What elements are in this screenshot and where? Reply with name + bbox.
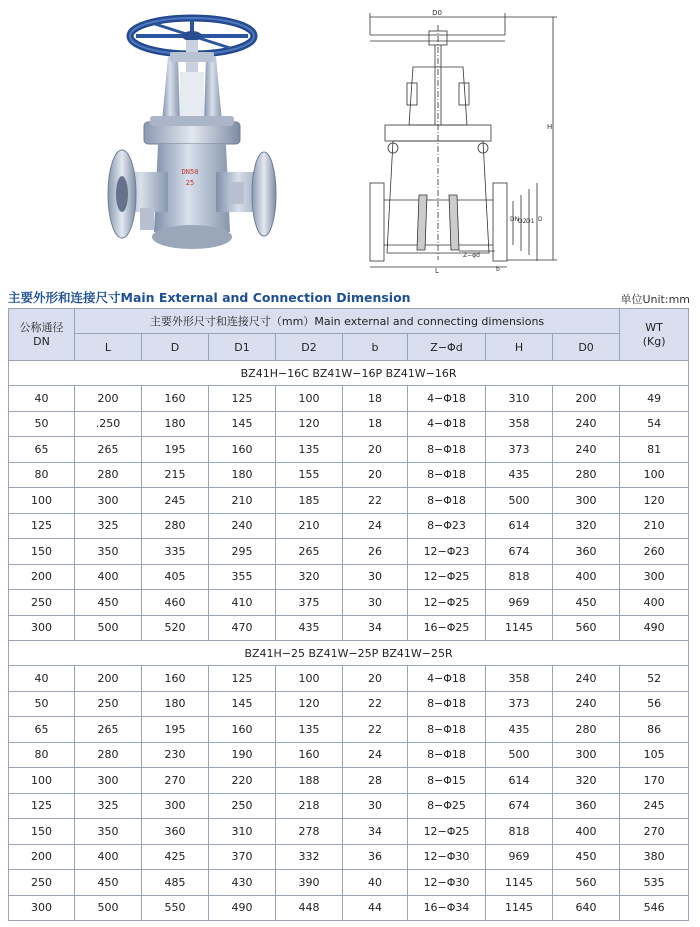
table-cell: 8−Φ18 (408, 437, 486, 463)
label-b: b (496, 266, 500, 273)
table-cell: 278 (276, 819, 343, 845)
table-cell: 65 (9, 437, 75, 463)
table-cell: 535 (620, 870, 689, 896)
series-row (9, 361, 689, 386)
table-cell: 250 (9, 870, 75, 896)
table-cell: 310 (209, 819, 276, 845)
table-cell: 674 (486, 793, 553, 819)
table-cell: 430 (209, 870, 276, 896)
table-cell: 280 (142, 513, 209, 539)
table-cell: 360 (553, 539, 620, 565)
table-cell: 22 (343, 488, 408, 514)
table-cell: 100 (620, 462, 689, 488)
table-cell: 12−Φ30 (408, 870, 486, 896)
table-cell: 1145 (486, 870, 553, 896)
table-cell: 485 (142, 870, 209, 896)
table-cell: 8−Φ18 (408, 691, 486, 717)
table-cell: 100 (276, 666, 343, 692)
table-cell: 4−Φ18 (408, 666, 486, 692)
header-wt-line2: (Kg) (642, 334, 666, 348)
header-weight (620, 309, 689, 361)
table-cell: 160 (276, 742, 343, 768)
table-row (9, 895, 689, 921)
table-row (9, 615, 689, 641)
table-cell: 300 (553, 488, 620, 514)
table-row (9, 411, 689, 437)
table-cell: 560 (553, 615, 620, 641)
table-cell: 320 (553, 513, 620, 539)
table-row (9, 717, 689, 743)
table-cell: 450 (553, 590, 620, 616)
series-label: BZ41H−25 BZ41W−25P BZ41W−25R (9, 641, 689, 666)
gate-valve-photo (100, 12, 280, 272)
table-cell: 490 (209, 895, 276, 921)
table-cell: 375 (276, 590, 343, 616)
table-cell: 560 (553, 870, 620, 896)
table-cell: 260 (620, 539, 689, 565)
table-cell: 300 (620, 564, 689, 590)
table-cell: 500 (75, 615, 142, 641)
table-cell: 30 (343, 564, 408, 590)
table-cell: 24 (343, 742, 408, 768)
header-col-d: D (142, 334, 209, 361)
header-dn (9, 309, 75, 361)
table-cell: 300 (9, 615, 75, 641)
table-cell: 120 (620, 488, 689, 514)
header-col-z-phi-d: Z−Φd (408, 334, 486, 361)
table-cell: 4−Φ18 (408, 386, 486, 412)
table-cell: 674 (486, 539, 553, 565)
table-cell: 160 (209, 437, 276, 463)
table-cell: 80 (9, 742, 75, 768)
header-col-b: b (343, 334, 408, 361)
header-col-h: H (486, 334, 553, 361)
table-cell: 300 (142, 793, 209, 819)
table-cell: 24 (343, 513, 408, 539)
table-cell: 240 (553, 411, 620, 437)
header-dn-cn: 公称通径 (19, 320, 64, 334)
table-cell: 245 (142, 488, 209, 514)
table-cell: 405 (142, 564, 209, 590)
table-cell: 373 (486, 691, 553, 717)
table-cell: 180 (142, 691, 209, 717)
table-cell: 270 (142, 768, 209, 794)
table-cell: 280 (75, 462, 142, 488)
table-cell: 450 (75, 590, 142, 616)
label-d1: D1 (526, 218, 535, 225)
table-cell: 120 (276, 411, 343, 437)
table-cell: 969 (486, 590, 553, 616)
table-cell: 120 (276, 691, 343, 717)
table-row (9, 488, 689, 514)
table-cell: 400 (553, 819, 620, 845)
table-cell: 818 (486, 819, 553, 845)
table-cell: 425 (142, 844, 209, 870)
table-subheader-row (9, 334, 689, 361)
table-cell: 435 (486, 717, 553, 743)
table-cell: 200 (75, 386, 142, 412)
table-cell: 390 (276, 870, 343, 896)
table-cell: 350 (75, 819, 142, 845)
table-cell: 160 (142, 386, 209, 412)
table-row (9, 590, 689, 616)
header-col-d1: D1 (209, 334, 276, 361)
table-row (9, 844, 689, 870)
table-cell: 410 (209, 590, 276, 616)
valve-marking-dn: DN50 (181, 168, 199, 176)
table-cell: 100 (9, 768, 75, 794)
table-cell: 240 (553, 666, 620, 692)
table-cell: 8−Φ25 (408, 793, 486, 819)
table-cell: 215 (142, 462, 209, 488)
table-cell: 210 (209, 488, 276, 514)
table-cell: 22 (343, 691, 408, 717)
table-row (9, 742, 689, 768)
table-cell: 195 (142, 437, 209, 463)
table-cell: 135 (276, 437, 343, 463)
dimension-table (8, 308, 689, 921)
table-cell: 4−Φ18 (408, 411, 486, 437)
table-cell: 12−Φ25 (408, 564, 486, 590)
table-cell: 28 (343, 768, 408, 794)
table-cell: 16−Φ34 (408, 895, 486, 921)
table-cell: 8−Φ18 (408, 717, 486, 743)
table-cell: 450 (75, 870, 142, 896)
table-cell: 190 (209, 742, 276, 768)
table-cell: 250 (209, 793, 276, 819)
table-cell: 12−Φ25 (408, 819, 486, 845)
table-cell: 12−Φ23 (408, 539, 486, 565)
table-cell: 20 (343, 462, 408, 488)
table-cell: 86 (620, 717, 689, 743)
table-cell: 240 (553, 437, 620, 463)
table-cell: 30 (343, 793, 408, 819)
table-cell: 56 (620, 691, 689, 717)
table-row (9, 793, 689, 819)
header-main-dimensions: 主要外形尺寸和连接尺寸（mm）Main external and connecting dimensions (75, 309, 620, 334)
table-cell: 20 (343, 437, 408, 463)
table-cell: 125 (209, 666, 276, 692)
table-cell: 280 (553, 462, 620, 488)
table-cell: 160 (209, 717, 276, 743)
table-cell: 400 (620, 590, 689, 616)
table-cell: 325 (75, 513, 142, 539)
unit-label: 单位Unit:mm (620, 293, 690, 306)
table-cell: 12−Φ30 (408, 844, 486, 870)
table-cell: 54 (620, 411, 689, 437)
table-cell: 355 (209, 564, 276, 590)
table-cell: 1145 (486, 615, 553, 641)
table-cell: 180 (142, 411, 209, 437)
table-cell: 300 (75, 768, 142, 794)
header-wt-line1: WT (645, 320, 663, 334)
series-row (9, 641, 689, 666)
table-cell: 125 (9, 513, 75, 539)
table-cell: 8−Φ23 (408, 513, 486, 539)
label-l: L (435, 267, 439, 275)
table-cell: 12−Φ25 (408, 590, 486, 616)
table-cell: 26 (343, 539, 408, 565)
table-cell: 1145 (486, 895, 553, 921)
table-cell: 969 (486, 844, 553, 870)
table-cell: 18 (343, 411, 408, 437)
table-cell: 640 (553, 895, 620, 921)
table-cell: 210 (620, 513, 689, 539)
table-row (9, 768, 689, 794)
table-cell: 818 (486, 564, 553, 590)
table-cell: 448 (276, 895, 343, 921)
table-cell: 614 (486, 513, 553, 539)
table-cell: 65 (9, 717, 75, 743)
table-cell: 400 (75, 564, 142, 590)
table-cell: 185 (276, 488, 343, 514)
table-cell: 320 (276, 564, 343, 590)
table-row (9, 870, 689, 896)
table-cell: 180 (209, 462, 276, 488)
table-cell: 614 (486, 768, 553, 794)
table-cell: 22 (343, 717, 408, 743)
table-cell: 8−Φ18 (408, 462, 486, 488)
table-cell: 200 (75, 666, 142, 692)
table-cell: 360 (142, 819, 209, 845)
label-d2: D2 (518, 218, 527, 225)
table-cell: 200 (9, 844, 75, 870)
table-cell: 81 (620, 437, 689, 463)
table-cell: 310 (486, 386, 553, 412)
table-cell: 20 (343, 666, 408, 692)
table-cell: 100 (276, 386, 343, 412)
table-row (9, 437, 689, 463)
header-col-d2: D2 (276, 334, 343, 361)
table-cell: 150 (9, 819, 75, 845)
table-cell: .250 (75, 411, 142, 437)
table-row (9, 691, 689, 717)
table-cell: 125 (209, 386, 276, 412)
table-cell: 80 (9, 462, 75, 488)
table-cell: 34 (343, 819, 408, 845)
table-cell: 435 (276, 615, 343, 641)
table-cell: 200 (9, 564, 75, 590)
table-cell: 335 (142, 539, 209, 565)
table-cell: 358 (486, 411, 553, 437)
table-cell: 34 (343, 615, 408, 641)
table-cell: 500 (486, 742, 553, 768)
valve-marking-pn: 25 (185, 179, 195, 187)
table-cell: 16−Φ25 (408, 615, 486, 641)
table-cell: 49 (620, 386, 689, 412)
table-cell: 460 (142, 590, 209, 616)
table-cell: 546 (620, 895, 689, 921)
table-cell: 220 (209, 768, 276, 794)
table-cell: 435 (486, 462, 553, 488)
table-cell: 373 (486, 437, 553, 463)
table-cell: 550 (142, 895, 209, 921)
table-cell: 295 (209, 539, 276, 565)
table-body (9, 361, 689, 921)
table-cell: 325 (75, 793, 142, 819)
label-d0: D0 (432, 9, 442, 17)
table-cell: 500 (75, 895, 142, 921)
table-cell: 52 (620, 666, 689, 692)
series-label: BZ41H−16C BZ41W−16P BZ41W−16R (9, 361, 689, 386)
table-cell: 360 (553, 793, 620, 819)
table-cell: 8−Φ18 (408, 742, 486, 768)
table-cell: 50 (9, 411, 75, 437)
table-cell: 280 (553, 717, 620, 743)
table-cell: 265 (75, 717, 142, 743)
table-cell: 36 (343, 844, 408, 870)
table-cell: 8−Φ18 (408, 488, 486, 514)
table-cell: 40 (343, 870, 408, 896)
table-row (9, 513, 689, 539)
table-header-row (9, 309, 689, 334)
table-cell: 135 (276, 717, 343, 743)
label-d: D (538, 216, 543, 223)
table-cell: 500 (486, 488, 553, 514)
table-cell: 18 (343, 386, 408, 412)
table-cell: 8−Φ15 (408, 768, 486, 794)
header-col-l: L (75, 334, 142, 361)
table-cell: 240 (209, 513, 276, 539)
table-cell: 300 (9, 895, 75, 921)
table-cell: 160 (142, 666, 209, 692)
table-cell: 105 (620, 742, 689, 768)
table-row (9, 462, 689, 488)
table-cell: 150 (9, 539, 75, 565)
section-header (8, 288, 690, 306)
page-title: 主要外形和连接尺寸Main External and Connection Dimension (8, 290, 411, 305)
table-cell: 30 (343, 590, 408, 616)
table-cell: 50 (9, 691, 75, 717)
table-row (9, 564, 689, 590)
valve-technical-drawing (355, 5, 580, 275)
table-cell: 44 (343, 895, 408, 921)
table-cell: 145 (209, 411, 276, 437)
table-cell: 370 (209, 844, 276, 870)
table-cell: 40 (9, 666, 75, 692)
table-cell: 358 (486, 666, 553, 692)
table-cell: 145 (209, 691, 276, 717)
table-cell: 490 (620, 615, 689, 641)
table-cell: 210 (276, 513, 343, 539)
table-cell: 332 (276, 844, 343, 870)
table-cell: 230 (142, 742, 209, 768)
table-cell: 195 (142, 717, 209, 743)
table-cell: 450 (553, 844, 620, 870)
table-row (9, 539, 689, 565)
table-cell: 270 (620, 819, 689, 845)
table-cell: 300 (75, 488, 142, 514)
table-cell: 218 (276, 793, 343, 819)
table-row (9, 819, 689, 845)
table-cell: 350 (75, 539, 142, 565)
label-h: H (547, 123, 553, 131)
table-row (9, 386, 689, 412)
header-dn-en: DN (33, 334, 50, 348)
table-cell: 320 (553, 768, 620, 794)
table-cell: 245 (620, 793, 689, 819)
table-cell: 250 (75, 691, 142, 717)
table-cell: 300 (553, 742, 620, 768)
table-cell: 170 (620, 768, 689, 794)
table-cell: 100 (9, 488, 75, 514)
table-cell: 280 (75, 742, 142, 768)
header-col-d0: D0 (553, 334, 620, 361)
table-cell: 250 (9, 590, 75, 616)
table-cell: 200 (553, 386, 620, 412)
table-cell: 265 (75, 437, 142, 463)
table-cell: 125 (9, 793, 75, 819)
table-cell: 155 (276, 462, 343, 488)
table-cell: 240 (553, 691, 620, 717)
table-cell: 380 (620, 844, 689, 870)
label-dn: DN (510, 216, 520, 223)
label-z-phi-d: Z−φd (463, 252, 480, 259)
table-row (9, 666, 689, 692)
table-cell: 188 (276, 768, 343, 794)
table-cell: 40 (9, 386, 75, 412)
table-cell: 400 (75, 844, 142, 870)
table-cell: 520 (142, 615, 209, 641)
table-cell: 470 (209, 615, 276, 641)
table-cell: 265 (276, 539, 343, 565)
table-cell: 400 (553, 564, 620, 590)
